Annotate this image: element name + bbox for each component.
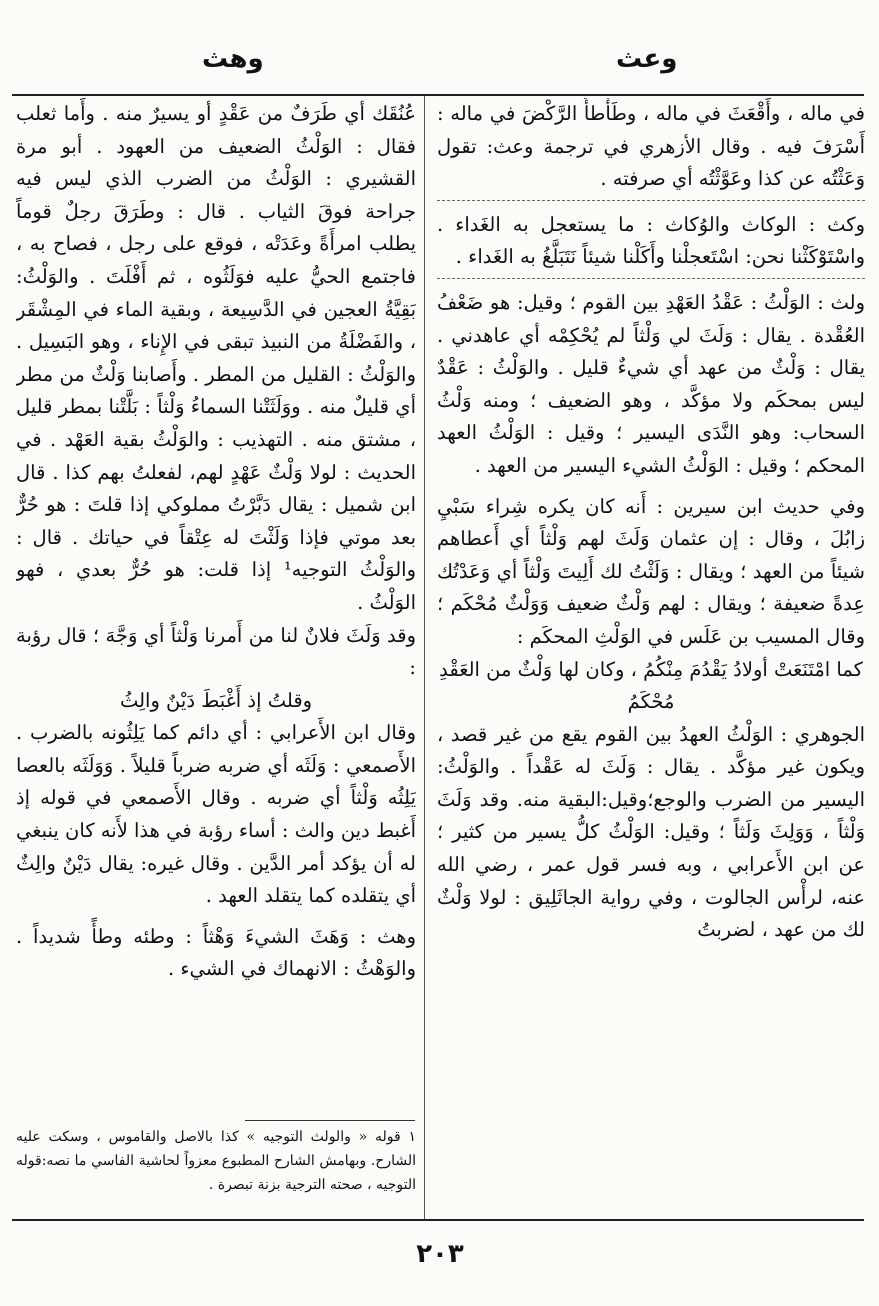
header-rule: [12, 94, 864, 96]
entry-walath: ولث : الوَلْثُ : عَقْدُ العَهْدِ بين القوم ؛ وقيل: هو ضَعْفُ العُقْدة . يقال : وَلَثَ لي وَلْثاً لم يُحْكِمْه أي عاهدني . يقال : وَلْثٌ من عهد أي شيءٌ قليل . والوَلْثُ : عَقْدٌ ليس بمحكَم ولا مؤكَّد ، وهو الضعيف ؛ ومنه وَلْثُ السحاب: وهو النَّدَى اليسير ؛ وقيل : الوَلْثُ العهد المحكم ؛ وقيل : الوَلْثُ الشيء اليسير من العهد .: [437, 290, 865, 477]
entry-wahath: وهث : وَهَثَ الشيءَ وَهْثاً : وطئه وطأً شديداً . والوَهْثُ : الانهماك في الشيء .: [16, 924, 416, 981]
page-header-right-word: وعث: [616, 44, 678, 74]
right-column: [437, 98, 865, 1218]
column-divider: [424, 96, 425, 1219]
entry-wakath: وكث : الوكاث والوُكاث : ما يستعجل به الغَداء . واسْتَوْكَثْنا نحن: اسْتَعجلْنا وأَكَلْنا شيئاً نَتَبَلَّغُ به الغَداء .: [437, 212, 865, 269]
paragraph: وقال ابن الأَعرابي : أي دائم كما يَلِثُونه بالضرب . الأَصمعي : وَلَثَه أي ضربه ضرباً قليلاً . وَوَلَثَه بالعصا يَلِثُه وَلْثاً أي ضربه . وقال الأَصمعي في قوله إذ أَغبط دين والث : أساء رؤبة في هذا لأَنه كان ينبغي له أن يؤكد أمر الدَّين . وقال غيره: يقال دَيْنٌ والِثٌ أي يتقلده كما يتقلد العهد .: [16, 721, 416, 908]
separator: [437, 200, 865, 205]
paragraph: وقد وَلَثَ فلانٌ لنا من أَمرنا وَلْثاً أي وَجَّهَ ؛ قال رؤبة :: [16, 623, 416, 680]
verse: كما امْتَنَعَتْ أولادُ يَقْدُمَ مِنْكُمُ ، وكان لها وَلْثٌ من العَقْدِ مُحْكَمُ: [439, 657, 863, 714]
paragraph: وفي حديث ابن سيرين : أَنه كان يكره شِراء سَبْيِ زابُلَ ، وقال : إن عثمان وَلَثَ لهم وَلْثاً أي أَعطاهم شيئاً من العهد ؛ ويقال : وَلَثْتُ لك أَلِيتَ وَلْثاً أي وَعَدْتُك عِدةً ضعيفة ؛ ويقال : لهم وَلْثٌ ضعيف وَوَلْثٌ مُحْكَم ؛ وقال المسيب بن عَلَس في الوَلْثِ المحكَم :: [437, 494, 865, 648]
paragraph: الجوهري : الوَلْثُ العهدُ بين القوم يقع من غير قصد ، ويكون غير مؤكَّد . يقال : وَلَثَ له عَقْداً . والوَلْثُ: اليسير من الضرب والوجع؛وقيل:البقية منه. وقد وَلَثَ وَلْثاً ، وَوَلِثَ وَلَثاً ؛ وقيل: الوَلْثُ كلُّ يسير من كثير ؛ عن ابن الأَعرابي ، وبه فسر قول عمر ، رضي الله عنه، لرأْس الجالوت ، وفي رواية الجاثَلِيق : لولا وَلْثٌ لك من عهد ، لضربتُ: [437, 722, 865, 942]
footnote: ١ قوله « والولث التوجيه » كذا بالاصل والقاموس ، وسكت عليه الشارح. وبهامش الشارح المطبوع معزواً لحاشية الفاسي ما نصه:قوله التوجيه ، صحته الترجية بزنة تبصرة .: [16, 1129, 416, 1193]
footnote-rule: [245, 1120, 415, 1121]
verse: وقلتُ إذ أَغْبَطَ دَيْنٌ والِثُ: [119, 688, 313, 712]
footer-rule: [12, 1219, 864, 1221]
paragraph: في ماله ، وأَقْعَثَ في ماله ، وطَأْطأَ الرَّكْضَ في ماله : أَسْرَفَ فيه . وقال الأزهري في ترجمة وعث: تقول وَعَثْتُه عن كذا وعَوَّثْتُه أي صرفته .: [437, 102, 865, 191]
left-column: [16, 98, 416, 1138]
page-number: ٢٠٣: [416, 1239, 464, 1269]
page-header-left-word: وهث: [202, 44, 264, 74]
paragraph: عُنُقَك أي طَرَفٌ من عَقْدٍ أو يسيرٌ منه . وأَما ثعلب فقال : الوَلْثُ الضعيف من العهود . أبو مرة القشيري : الوَلْثُ من الضرب الذي ليس فيه جراحة فوقَ الثياب . قال : وطَرَقَ رجلٌ قوماً يطلب امرأَةً وعَدَتْه ، فوقع على رجل ، فصاح به ، فاجتمع الحيُّ عليه فوَلَثُوه ، ثم أَفْلَتَ . والوَلْثُ: بَقِيَّةُ العجين في الدَّسِيعة ، وبقية الماء في المِشْقَر ، والفَضْلَةُ من النبيذ تبقى في الإِناء ، وهو البَسِيل . والوَلْثُ : القليل من المطر . وأَصابنا وَلْثٌ من مطر أي قليلٌ منه . ووَلَثَتْنا السماءُ وَلْثاً : بَلَّتْنا بمطر قليل ، مشتق منه . التهذيب : والوَلْثُ بقية العَهْد . في الحديث : لولا وَلْثٌ عَهْدٍ لهم، لفعلتُ بهم كذا . قال ابن شميل : يقال دَبَّرْتُ مملوكي إذا قلتَ : هو حُرٌّ بعد موتي فإذا وَلَثْتَ له عِتْقاً في حياتك . قال : والوَلْثُ التوجيه¹ إذا قلت: هو حُرٌّ بعدي ، فهو الوَلْثُ .: [16, 102, 416, 614]
separator: [437, 278, 865, 283]
